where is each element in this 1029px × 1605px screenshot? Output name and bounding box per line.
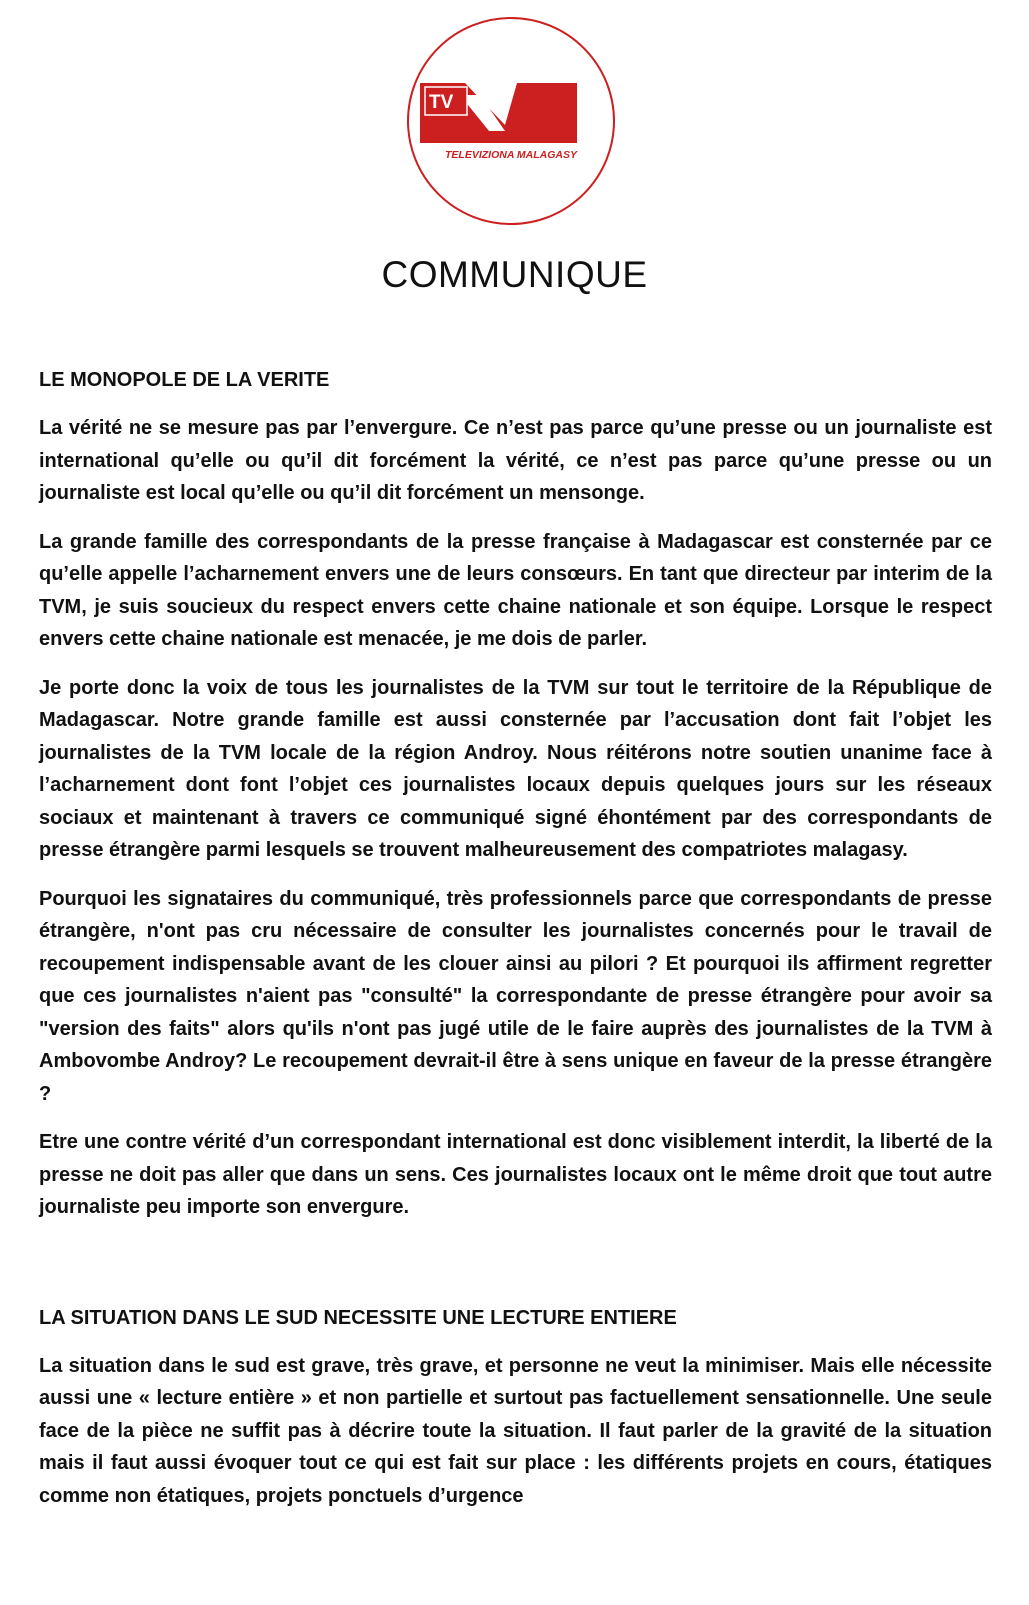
paragraph: Je porte donc la voix de tous les journalistes de la TVM sur tout le territoire de la République de Madagascar. Notre grande famille est aussi consternée par l’accusation dont fait l’objet les journalistes de la TVM locale de la région Androy. Nous réitérons notre soutien unanime face à l’acharnement dont font l’objet ces journalistes locaux depuis quelques jours sur les réseaux sociaux et maintenant à travers ce communiqué signé éhontément par des correspondants de presse étrangère parmi lesquels se trouvent malheureusement des compatriotes malagasy. bbox=[39, 676, 992, 861]
section-situation-sud bbox=[39, 1302, 992, 1513]
tvm-logo-icon bbox=[405, 15, 617, 227]
section-monopole bbox=[39, 364, 992, 1224]
tvm-logo bbox=[405, 15, 617, 227]
logo-tv-text: TV bbox=[429, 92, 454, 113]
section-spacer bbox=[39, 1240, 992, 1302]
paragraph: La vérité ne se mesure pas par l’envergure. Ce n’est pas parce qu’une presse ou un journaliste est international qu’elle ou qu’il dit forcément la vérité, ce n’est pas parce qu’une presse ou un journaliste est local qu’elle ou qu’il dit forcément un mensonge. bbox=[39, 417, 992, 504]
paragraph: La grande famille des correspondants de la presse française à Madagascar est consternée par ce qu’elle appelle l’acharnement envers une de leurs consœurs. En tant que directeur par interim de la TVM, je suis soucieux du respect envers cette chaine nationale et son équipe. Lorsque le respect envers cette chaine nationale est menacée, je me dois de parler. bbox=[39, 530, 992, 650]
paragraph: Etre une contre vérité d’un correspondant international est donc visiblement interdit, la liberté de la presse ne doit pas aller que dans un sens. Ces journalistes locaux ont le même droit que tout autre journaliste peu importe son envergure. bbox=[39, 1131, 992, 1218]
section-heading: LA SITUATION DANS LE SUD NECESSITE UNE LECTURE ENTIERE bbox=[39, 1306, 677, 1329]
paragraph: La situation dans le sud est grave, très grave, et personne ne veut la minimiser. Mais elle nécessite aussi une « lecture entière » et non partielle et surtout pas factuellement sensationnelle. Une seule face de la pièce ne suffit pas à décrire toute la situation. Il faut parler de la gravité de la situation mais il faut aussi évoquer tout ce qui est fait sur place : les différents projets en cours, étatiques comme non étatiques, projets ponctuels d’urgence bbox=[39, 1354, 992, 1507]
section-heading: LE MONOPOLE DE LA VERITE bbox=[39, 369, 330, 391]
logo-brand-text: TELEVIZIONA MALAGASY bbox=[444, 149, 578, 161]
document-title: COMMUNIQUE bbox=[381, 254, 648, 295]
document-body bbox=[39, 364, 992, 1528]
paragraph: Pourquoi les signataires du communiqué, très professionnels parce que correspondants de presse étrangère, n'ont pas cru nécessaire de consulter les journalistes concernés pour le travail de recoupement indispensable avant de les clouer ainsi au pilori ? Et pourquoi ils affirment regretter que ces journalistes n'aient pas "consulté" la correspondante de presse étrangère pour avoir sa "version des faits" alors qu'ils n'ont pas jugé utile de le faire auprès des journalistes de la TVM à Ambovombe Androy? Le recoupement devrait-il être à sens unique en faveur de la presse étrangère ? bbox=[39, 887, 992, 1105]
